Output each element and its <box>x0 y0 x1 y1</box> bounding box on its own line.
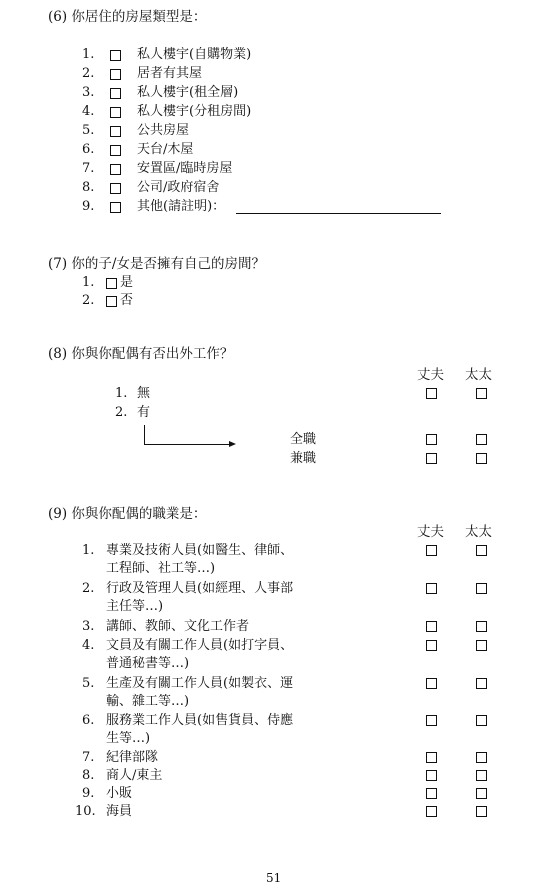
wife-checkbox[interactable] <box>476 453 487 464</box>
checkbox[interactable] <box>110 145 121 156</box>
q8-title: (8) 你與你配偶有否出外工作？ <box>48 346 234 362</box>
husband-checkbox[interactable] <box>426 788 437 799</box>
checkbox[interactable] <box>110 69 121 80</box>
husband-checkbox[interactable] <box>426 770 437 781</box>
option-number: 3. <box>82 619 95 634</box>
checkbox[interactable] <box>106 278 117 289</box>
arrow-right-icon <box>229 441 236 447</box>
option-label-continued: 主任等…) <box>106 599 164 614</box>
wife-checkbox[interactable] <box>476 752 487 763</box>
option-label-continued: 輸、雜工等…) <box>106 694 190 709</box>
arrow-horizontal-line <box>144 444 230 445</box>
checkbox[interactable] <box>110 164 121 175</box>
option-number: 2. <box>115 405 128 420</box>
option-label: 居者有其屋 <box>137 66 203 81</box>
page-number: 51 <box>266 871 282 885</box>
option-label: 服務業工作人員(如售貨員、侍應 <box>106 713 294 728</box>
col-wife-header: 太太 <box>465 524 492 540</box>
husband-checkbox[interactable] <box>426 434 437 445</box>
option-label: 講師、教師、文化工作者 <box>106 619 250 634</box>
q9-title: (9) 你與你配偶的職業是： <box>48 506 207 522</box>
husband-checkbox[interactable] <box>426 752 437 763</box>
husband-checkbox[interactable] <box>426 453 437 464</box>
other-specify-line[interactable] <box>236 213 441 214</box>
arrow-vertical-line <box>144 425 145 444</box>
wife-checkbox[interactable] <box>476 583 487 594</box>
option-label-continued: 生等…) <box>106 731 151 746</box>
wife-checkbox[interactable] <box>476 678 487 689</box>
option-number: 2. <box>82 293 95 308</box>
option-number: 3. <box>82 85 95 100</box>
option-label: 商人/東主 <box>106 768 163 783</box>
option-number: 5. <box>82 676 95 691</box>
option-label: 私人樓宇(租全層) <box>137 85 239 100</box>
option-number: 1. <box>82 275 95 290</box>
husband-checkbox[interactable] <box>426 806 437 817</box>
option-label: 無 <box>137 386 151 401</box>
option-label: 否 <box>120 293 134 308</box>
checkbox[interactable] <box>110 50 121 61</box>
husband-checkbox[interactable] <box>426 640 437 651</box>
option-number: 1. <box>82 47 95 62</box>
wife-checkbox[interactable] <box>476 388 487 399</box>
col-husband-header: 丈夫 <box>417 524 444 540</box>
option-number: 6. <box>82 142 95 157</box>
wife-checkbox[interactable] <box>476 621 487 632</box>
option-label: 行政及管理人員(如經理、人事部 <box>106 581 294 596</box>
option-label: 安置區/臨時房屋 <box>137 161 233 176</box>
option-number: 5. <box>82 123 95 138</box>
option-number: 7. <box>82 750 95 765</box>
option-number: 8. <box>82 768 95 783</box>
option-label: 其他(請註明)： <box>137 199 226 214</box>
option-label: 小販 <box>106 786 133 801</box>
sub-option-label: 兼職 <box>290 451 317 466</box>
option-number: 4. <box>82 638 95 653</box>
option-number: 4. <box>82 104 95 119</box>
wife-checkbox[interactable] <box>476 715 487 726</box>
checkbox[interactable] <box>110 88 121 99</box>
option-number: 7. <box>82 161 95 176</box>
option-number: 1. <box>82 543 95 558</box>
wife-checkbox[interactable] <box>476 788 487 799</box>
option-label: 生產及有關工作人員(如製衣、運 <box>106 676 294 691</box>
wife-checkbox[interactable] <box>476 806 487 817</box>
q7-title: (7) 你的子/女是否擁有自己的房間？ <box>48 256 265 272</box>
option-label: 文員及有關工作人員(如打字員、 <box>106 638 294 653</box>
option-label: 私人樓宇(自購物業) <box>137 47 252 62</box>
option-label: 專業及技術人員(如醫生、律師、 <box>106 543 294 558</box>
option-number: 9. <box>82 786 95 801</box>
option-number: 10. <box>75 804 96 819</box>
husband-checkbox[interactable] <box>426 388 437 399</box>
option-number: 9. <box>82 199 95 214</box>
husband-checkbox[interactable] <box>426 621 437 632</box>
checkbox[interactable] <box>110 202 121 213</box>
checkbox[interactable] <box>110 183 121 194</box>
option-label: 海員 <box>106 804 133 819</box>
wife-checkbox[interactable] <box>476 434 487 445</box>
husband-checkbox[interactable] <box>426 583 437 594</box>
option-label: 是 <box>120 275 134 290</box>
option-label: 公司/政府宿舍 <box>137 180 220 195</box>
wife-checkbox[interactable] <box>476 770 487 781</box>
option-label: 有 <box>137 405 151 420</box>
checkbox[interactable] <box>110 126 121 137</box>
option-number: 2. <box>82 581 95 596</box>
checkbox[interactable] <box>106 296 117 307</box>
wife-checkbox[interactable] <box>476 545 487 556</box>
option-number: 8. <box>82 180 95 195</box>
wife-checkbox[interactable] <box>476 640 487 651</box>
husband-checkbox[interactable] <box>426 715 437 726</box>
husband-checkbox[interactable] <box>426 545 437 556</box>
col-wife-header: 太太 <box>465 367 492 383</box>
checkbox[interactable] <box>110 107 121 118</box>
option-number: 6. <box>82 713 95 728</box>
q6-title: (6) 你居住的房屋類型是： <box>48 9 207 25</box>
option-label: 天台/木屋 <box>137 142 194 157</box>
sub-option-label: 全職 <box>290 432 317 447</box>
option-label-continued: 普通秘書等…) <box>106 656 190 671</box>
option-label-continued: 工程師、社工等…) <box>106 561 216 576</box>
husband-checkbox[interactable] <box>426 678 437 689</box>
option-number: 1. <box>115 386 128 401</box>
option-label: 公共房屋 <box>137 123 190 138</box>
option-label: 私人樓宇(分租房間) <box>137 104 252 119</box>
col-husband-header: 丈夫 <box>417 367 444 383</box>
option-number: 2. <box>82 66 95 81</box>
option-label: 紀律部隊 <box>106 750 159 765</box>
